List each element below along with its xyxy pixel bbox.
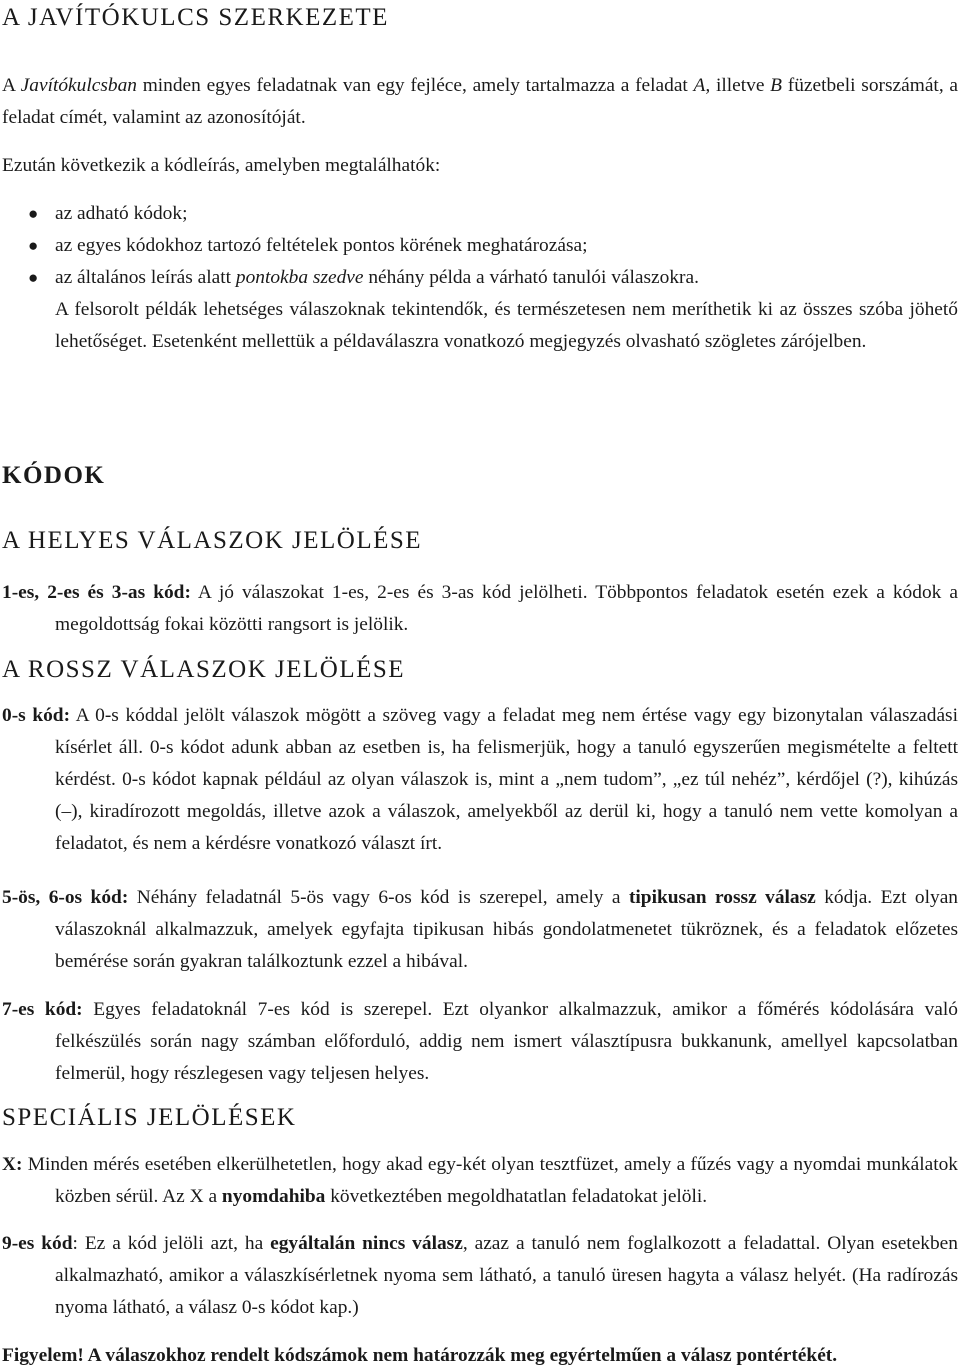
intro-text: A (2, 75, 21, 96)
code-definition-0 (2, 700, 958, 860)
code-definition-7 (2, 994, 958, 1090)
code-definition-5-6 (2, 882, 958, 978)
section-title: A JAVÍTÓKULCS SZERKEZETE (2, 4, 389, 31)
code-definition-helyes (2, 577, 958, 641)
code-text: következtében megoldhatatlan feladatokat jelöli. (325, 1186, 708, 1207)
intro-text: illetve (710, 75, 771, 96)
bullet-continuation: A felsorolt példák lehetséges válaszoknak tekintendők, és természetesen nem meríthetik ki az összes szóba jöhető lehetőséget. Esetenként mellettük a példaválaszra vonatkozó megjegyzés olvasható szögletes zárójelben. (55, 299, 958, 352)
specialis-heading: SPECIÁLIS JELÖLÉSEK (2, 1104, 297, 1131)
code-definition-x (2, 1149, 958, 1213)
intro-italic-javitokulcs: Javítókulcsban (20, 75, 137, 96)
code-bold-text: tipikusan rossz válasz (628, 887, 816, 908)
intro-italic-a: A, (693, 75, 711, 96)
code-label: 5-ös, 6-os kód: (2, 887, 129, 908)
code-text: A jó válaszokat 1-es, 2-es és 3-as kód jelölheti. Többpontos feladatok esetén ezek a kódok a megoldottság fokai közötti rangsort is jelölik. (55, 582, 958, 635)
code-text: , azaz a tanuló nem foglalkozott a feladattal. Olyan esetekben alkalmazható, amikor a válaszkísérletnek nyoma sem látható, a tanuló üresen hagyta a válasz helyét. (Ha radírozás nyoma látható, a válasz 0-s kódot kap.) (55, 1233, 958, 1318)
code-label: 1-es, 2-es és 3-as kód: (2, 582, 191, 603)
intro-paragraph (2, 70, 958, 134)
code-label: 9-es kód (2, 1233, 73, 1254)
intro-text: minden egyes feladatnak van egy fejléce, amely tartalmazza a feladat (136, 75, 694, 96)
helyes-heading: A HELYES VÁLASZOK JELÖLÉSE (2, 527, 423, 554)
code-text: : Ez a kód jelöli azt, ha (72, 1233, 271, 1254)
bullet-icon: ● (28, 236, 39, 255)
code-label: 7-es kód: (2, 999, 83, 1020)
kodok-heading: KÓDOK (2, 462, 106, 489)
intro-italic-b: B (770, 75, 783, 96)
code-text: Néhány feladatnál 5-ös vagy 6-os kód is szerepel, amely a (128, 887, 629, 908)
list-item-text (55, 262, 699, 294)
code-text: A 0-s kóddal jelölt válaszok mögött a szöveg vagy a feladat meg nem értése vagy egy bizonytalan válaszadási kísérlet áll. 0-s kódot adunk abban az esetben is, ha felismerjük, hogy a tanuló egyszerűen megismételte a feltett kérdést. 0-s kódot kapnak például az olyan válaszok is, mint a „nem tudom”, „ez túl nehéz”, kérdőjel (?), kihúzás (–), kiradírozott megoldás, illetve azok a válaszok, amelyekből az derül ki, hogy a tanuló nem vette komolyan a feladatot, és nem a kérdésre vonatkozó választ írt. (55, 705, 958, 854)
code-text: Egyes feladatoknál 7-es kód is szerepel. Ezt olyankor alkalmazzuk, amikor a főmérés kódolására való felkészülés során nagy számban előforduló, addig nem ismert választípusra bukkanunk, amellyel kapcsolatban felmerül, hogy részlegesen vagy teljesen helyes. (55, 999, 958, 1084)
rossz-heading: A ROSSZ VÁLASZOK JELÖLÉSE (2, 656, 406, 683)
intro-paragraph-2: Ezután következik a kódleírás, amelyben megtalálhatók: (2, 155, 441, 176)
code-definition-9 (2, 1228, 958, 1324)
list-item-text-part: néhány példa a várható tanulói válaszokra. (363, 267, 699, 288)
intro-text: füzetbeli sorszámát, a feladat címét, valamint az azonosítóját. (2, 75, 958, 128)
code-label: 0-s kód: (2, 705, 71, 726)
code-bold-text: nyomdahiba (221, 1186, 326, 1207)
list-item-text: az adható kódok; (55, 203, 188, 224)
list-item-text: az egyes kódokhoz tartozó feltételek pontos körének meghatározása; (55, 235, 588, 256)
bullet-icon: ● (28, 204, 39, 223)
code-label: X: (2, 1154, 23, 1175)
list-item-italic: pontokba szedve (235, 267, 364, 288)
figyelem-note: Figyelem! A válaszokhoz rendelt kódszámok nem határozzák meg egyértelműen a válasz pontértékét. (2, 1345, 838, 1366)
code-text: kódja. Ezt olyan válaszoknál alkalmazzuk, amelyek egyfajta tipikusan hibás gondolatmenetet tükröznek, és a feladatok előzetes bemérése során gyakran találkoztunk ezzel a hibával. (55, 887, 958, 972)
code-bold-text: egyáltalán nincs válasz (270, 1233, 463, 1254)
code-text: Minden mérés esetében elkerülhetetlen, hogy akad egy-két olyan tesztfüzet, amely a fűzés vagy a nyomdai munkálatok közben sérül. Az X a (22, 1154, 958, 1207)
list-item-text-part: az általános leírás alatt (55, 267, 236, 288)
bullet-icon: ● (28, 268, 39, 287)
